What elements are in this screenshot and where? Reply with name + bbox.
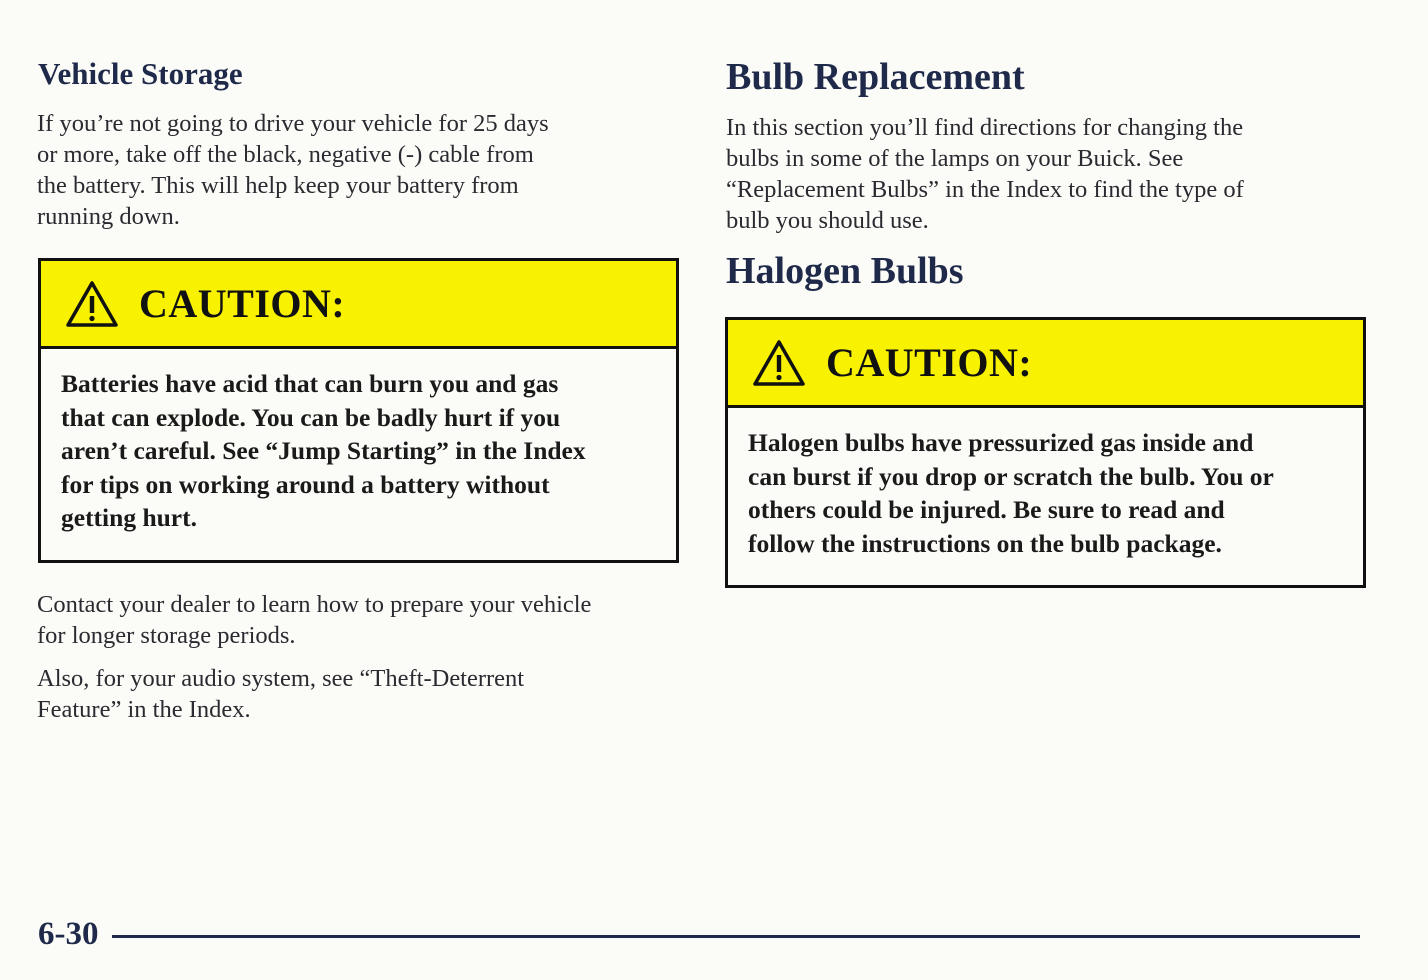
bulb-replacement-heading: Bulb Replacement (726, 56, 1025, 98)
warning-triangle-icon (65, 280, 119, 328)
page-number: 6-30 (38, 916, 99, 952)
caution-title: CAUTION: (826, 340, 1033, 385)
caution-title: CAUTION: (139, 281, 346, 326)
bulb-replacement-intro: In this section you’ll find directions for changing the bulbs in some of the lamps on your Buick. See “Replacement Bulbs” in the Index to find the type of bulb you should use. (726, 114, 1244, 234)
vehicle-storage-intro: If you’re not going to drive your vehicle for 25 days or more, take off the black, negative (-) cable from the battery. This will help keep your battery from running down. (37, 110, 549, 230)
caution-header (41, 261, 676, 349)
footer-rule (112, 935, 1360, 938)
caution-body: Halogen bulbs have pressurized gas inside and can burst if you drop or scratch the bulb. You or others could be injured. Be sure to read and follow the instructions on the bulb package. (748, 428, 1274, 558)
halogen-bulbs-heading: Halogen Bulbs (726, 250, 964, 292)
vehicle-storage-heading: Vehicle Storage (38, 56, 243, 91)
caution-body: Batteries have acid that can burn you and gas that can explode. You can be badly hurt if you aren’t careful. See “Jump Starting” in the Index for tips on working around a battery without getting hurt. (61, 369, 586, 532)
battery-caution-box (38, 258, 679, 563)
warning-triangle-icon (752, 339, 806, 387)
audio-system-paragraph: Also, for your audio system, see “Theft-Deterrent Feature” in the Index. (37, 665, 525, 723)
caution-header (728, 320, 1363, 408)
halogen-caution-box (725, 317, 1366, 588)
dealer-storage-paragraph: Contact your dealer to learn how to prepare your vehicle for longer storage periods. (37, 591, 592, 649)
